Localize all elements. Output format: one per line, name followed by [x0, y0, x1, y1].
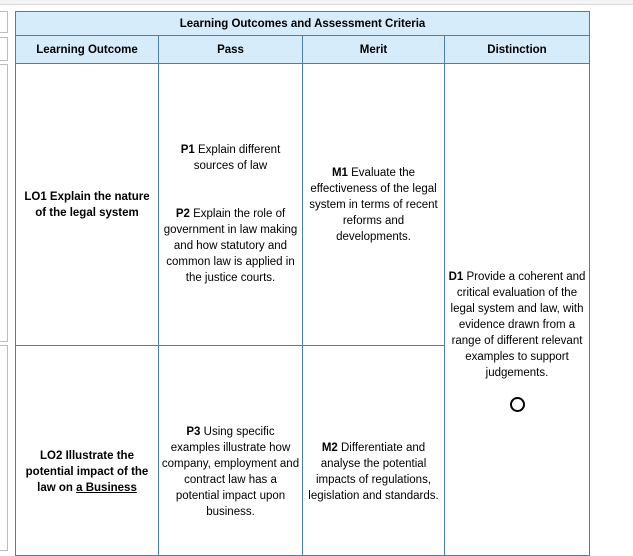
m2-code: M2 [321, 442, 338, 454]
lo2-label-underlined: a Business [76, 482, 137, 494]
lo2-cell [15, 345, 159, 556]
m2-text: Differentiate and analyse the potential impacts of regulations, legislation and standards. [308, 442, 439, 502]
lo2-merit-cell [302, 345, 445, 556]
table-title: Learning Outcomes and Assessment Criteria [15, 11, 590, 36]
d1-criterion [447, 269, 587, 381]
p2-code: P2 [175, 207, 190, 220]
m1-text: Evaluate the effectiveness of the legal system in terms of recent reforms and developments. [309, 166, 438, 243]
header-learning-outcome: Learning Outcome [15, 35, 159, 64]
p2-text: Explain the role of government in law making and how statutory and common law is applied in the justice courts. [163, 207, 298, 284]
p3-code: P3 [186, 426, 201, 438]
lo1-merit-cell [302, 63, 445, 346]
lo2-label-text: LO2 Illustrate the potential impact of the law on [25, 450, 149, 494]
margin-field-4 [0, 345, 8, 551]
header-pass: Pass [158, 35, 303, 64]
lo2-pass-cell [158, 345, 303, 556]
margin-field-3 [0, 64, 8, 342]
p3-criterion [161, 424, 300, 520]
header-distinction: Distinction [444, 35, 590, 64]
assessment-table [15, 11, 590, 556]
d1-code: D1 [448, 271, 464, 283]
margin-field-1 [0, 11, 8, 33]
page-top-edge [0, 0, 633, 5]
p1-code: P1 [180, 143, 195, 156]
m1-code: M1 [331, 166, 348, 179]
lo1-pass-cell [158, 63, 303, 346]
lo2-label [18, 448, 156, 496]
p1-criterion [161, 142, 300, 174]
distinction-cell [444, 63, 590, 556]
d1-text: Provide a coherent and critical evaluation of the legal system and law, with evidence drawn from a range of different relevant examples to support judgements. [450, 271, 586, 379]
m1-criterion [305, 165, 442, 245]
lo1-cell: LO1 Explain the nature of the legal system [15, 63, 159, 346]
margin-field-2 [0, 37, 8, 61]
p1-text: Explain different sources of law [193, 143, 281, 172]
ring-cursor-icon [510, 397, 525, 412]
header-merit: Merit [302, 35, 445, 64]
p2-criterion [161, 206, 300, 286]
p3-text: Using specific examples illustrate how company, employment and contract law has a potential impact upon business. [161, 426, 300, 518]
m2-criterion [305, 440, 442, 504]
